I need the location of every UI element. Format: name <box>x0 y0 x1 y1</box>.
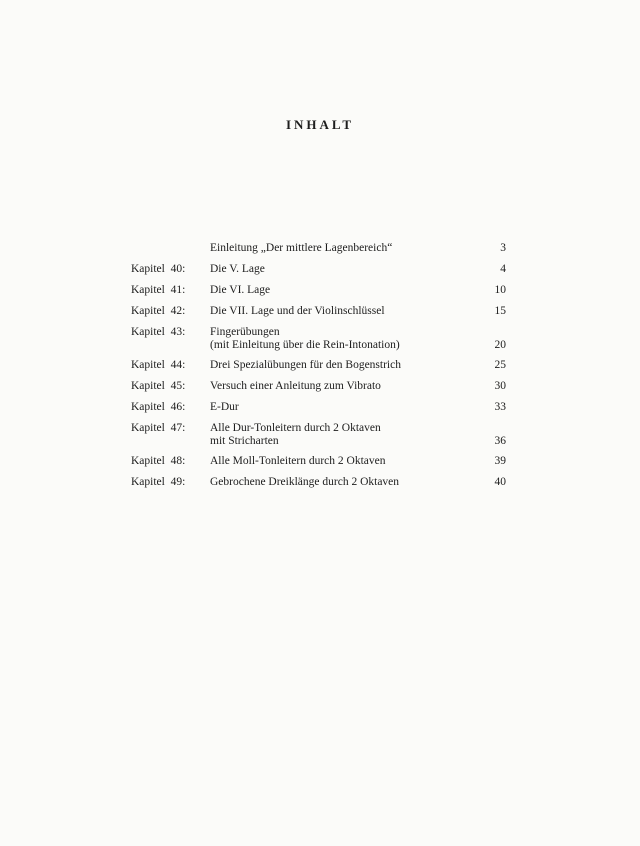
toc-page-number: 30 <box>494 380 506 392</box>
toc-entry <box>131 401 506 414</box>
page-title: INHALT <box>285 117 355 132</box>
toc-page-number: 3 <box>500 242 506 254</box>
toc-chapter-label: Kapitel 43: <box>131 326 186 338</box>
toc-entry-title <box>210 476 466 489</box>
table-of-contents <box>131 242 506 497</box>
toc-entry-title <box>210 380 466 393</box>
toc-entry <box>131 305 506 318</box>
toc-chapter-label: Kapitel 41: <box>131 284 186 296</box>
toc-chapter-label: Kapitel 45: <box>131 380 186 392</box>
toc-chapter-label: Kapitel 42: <box>131 305 186 317</box>
toc-page-number: 40 <box>494 476 506 488</box>
toc-entry-title-line: Alle Moll-Tonleitern durch 2 Oktaven <box>210 455 386 467</box>
toc-entry-title-line: (mit Einleitung über die Rein-Intonation) <box>210 339 400 351</box>
toc-entry <box>131 380 506 393</box>
toc-chapter-label: Kapitel 46: <box>131 401 186 413</box>
toc-entry <box>131 242 506 255</box>
toc-entry-title-line: Die VI. Lage <box>210 284 271 296</box>
toc-entry-title <box>210 242 466 255</box>
toc-entry-title <box>210 263 466 276</box>
toc-chapter-label: Kapitel 47: <box>131 422 186 434</box>
toc-page-number: 39 <box>494 455 506 467</box>
toc-entry-title <box>210 401 466 414</box>
toc-entry-title <box>210 422 466 448</box>
toc-chapter-label: Kapitel 49: <box>131 476 186 488</box>
toc-chapter-label: Kapitel 44: <box>131 359 186 371</box>
toc-entry-title-line: Alle Dur-Tonleitern durch 2 Oktaven <box>210 422 381 434</box>
toc-entry-title-line: Die VII. Lage und der Violinschlüssel <box>210 305 385 317</box>
toc-entry <box>131 284 506 297</box>
toc-entry <box>131 476 506 489</box>
toc-entry-title-line: Gebrochene Dreiklänge durch 2 Oktaven <box>210 476 400 488</box>
toc-entry-title-line: E-Dur <box>210 401 239 413</box>
toc-page-number: 15 <box>494 305 506 317</box>
toc-entry-title-line: Einleitung „Der mittlere Lagenbereich“ <box>210 242 393 254</box>
toc-page-number: 20 <box>494 339 506 351</box>
toc-entry <box>131 263 506 276</box>
toc-page-number: 4 <box>500 263 506 275</box>
toc-page-number: 36 <box>494 435 506 447</box>
toc-entry <box>131 455 506 468</box>
toc-page-number: 10 <box>494 284 506 296</box>
toc-page-number: 25 <box>494 359 506 371</box>
toc-entry-title-line: Die V. Lage <box>210 263 265 275</box>
toc-entry-title-line: Drei Spezialübungen für den Bogenstrich <box>210 359 401 371</box>
toc-entry <box>131 326 506 352</box>
toc-entry <box>131 359 506 372</box>
toc-chapter-label: Kapitel 48: <box>131 455 186 467</box>
toc-entry <box>131 422 506 448</box>
toc-chapter-label: Kapitel 40: <box>131 263 186 275</box>
toc-entry-title <box>210 326 466 352</box>
toc-entry-title <box>210 284 466 297</box>
toc-entry-title <box>210 305 466 318</box>
toc-entry-title-line: mit Stricharten <box>210 435 279 447</box>
toc-entry-title-line: Versuch einer Anleitung zum Vibrato <box>210 380 381 392</box>
toc-entry-title <box>210 359 466 372</box>
toc-entry-title-line: Fingerübungen <box>210 326 280 338</box>
toc-entry-title <box>210 455 466 468</box>
toc-page-number: 33 <box>494 401 506 413</box>
